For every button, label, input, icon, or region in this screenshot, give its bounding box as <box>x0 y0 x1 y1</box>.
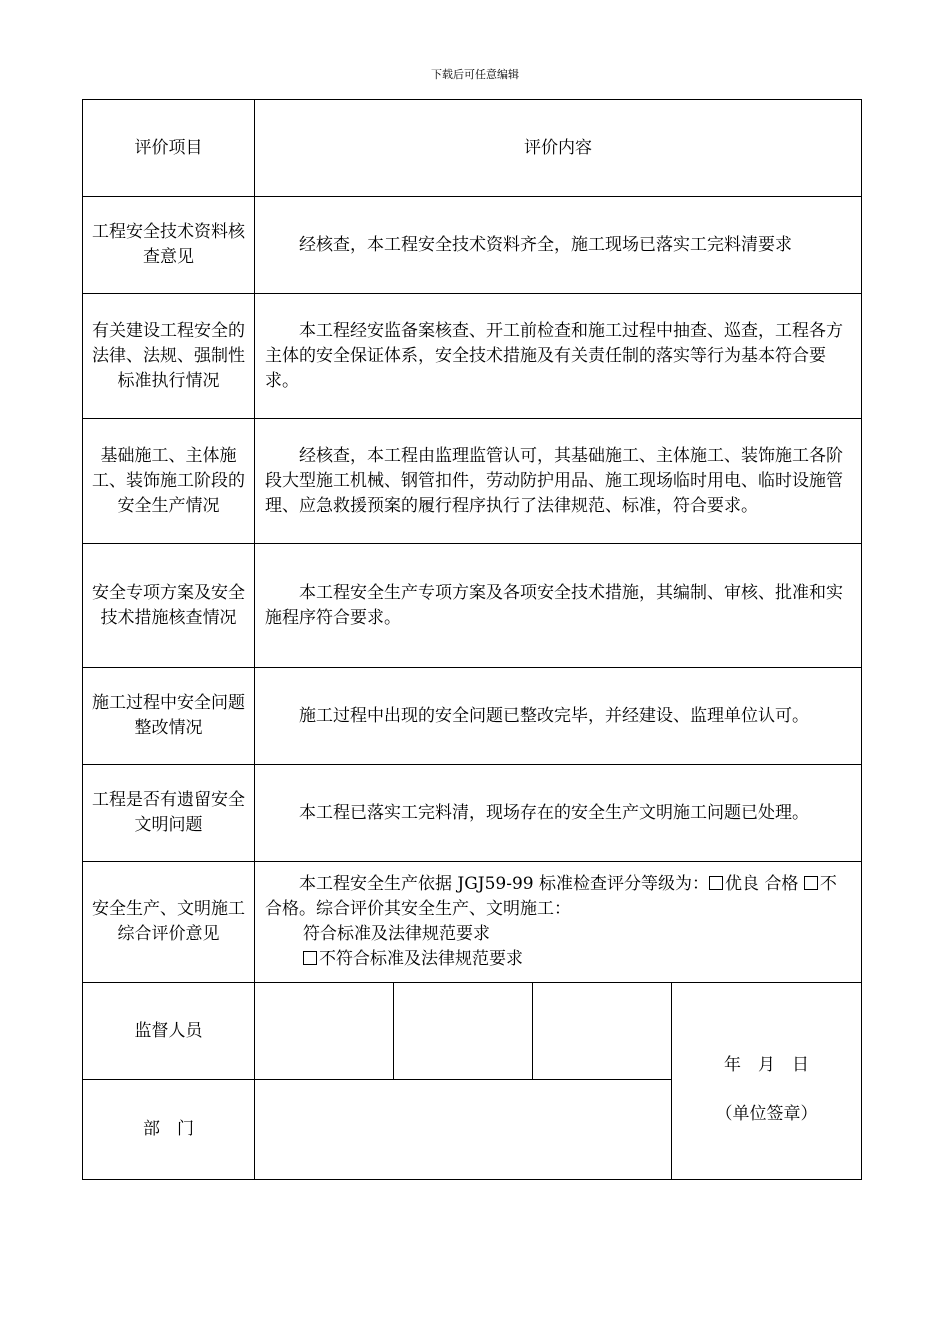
table-row <box>83 294 862 419</box>
option-fail-label: 不合格。综合评价其安全生产、文明施工： <box>265 874 837 919</box>
checkbox-nonconform[interactable] <box>303 951 317 965</box>
grade-line <box>265 872 853 922</box>
date-seal-cell[interactable] <box>672 983 862 1180</box>
row-content: 经核查，本工程由监理监管认可，其基础施工、主体施工、装饰施工各阶段大型施工机械、钢管扣件，劳动防护用品、施工现场临时用电、临时设施管理、应急救援预案的履行程序执行了法律规范、标准，符合要求。 <box>255 419 862 544</box>
row-content: 经核查，本工程安全技术资料齐全，施工现场已落实工完料清要求 <box>255 197 862 294</box>
table-row <box>83 765 862 862</box>
row-label: 有关建设工程安全的法律、法规、强制性标准执行情况 <box>83 294 255 419</box>
row-label: 工程是否有遗留安全文明问题 <box>83 765 255 862</box>
seal-text: （单位签章） <box>715 1104 818 1124</box>
supervisor-signature-cell-1[interactable] <box>255 983 394 1080</box>
date-text: 年 月 日 <box>724 1055 809 1075</box>
table-row <box>83 419 862 544</box>
option-excellent-label: 优良 <box>725 874 760 894</box>
supervisor-signature-cell-2[interactable] <box>394 983 533 1080</box>
grade-intro-text: 本工程安全生产依据 JGJ59-99 标准检查评分等级为： <box>299 874 710 894</box>
checkbox-fail[interactable] <box>804 876 818 890</box>
nonconform-line <box>265 947 853 972</box>
supervisor-label: 监督人员 <box>83 983 255 1080</box>
row-content: 施工过程中出现的安全问题已整改完毕，并经建设、监理单位认可。 <box>255 668 862 765</box>
row-label: 工程安全技术资料核查意见 <box>83 197 255 294</box>
row-label: 安全生产、文明施工综合评价意见 <box>83 862 255 983</box>
header-content-cell: 评价内容 <box>255 100 862 197</box>
evaluation-table <box>82 99 862 1180</box>
table-row <box>83 668 862 765</box>
supervisor-row <box>83 983 862 1080</box>
supervisor-signature-cell-3[interactable] <box>533 983 672 1080</box>
row-label: 安全专项方案及安全技术措施核查情况 <box>83 544 255 668</box>
table-header-row <box>83 100 862 197</box>
nonconform-label: 不符合标准及法律规范要求 <box>319 949 523 969</box>
row-content: 本工程经安监备案核查、开工前检查和施工过程中抽查、巡查，工程各方主体的安全保证体系，安全技术措施及有关责任制的落实等行为基本符合要求。 <box>255 294 862 419</box>
conform-label: 符合标准及法律规范要求 <box>303 924 490 944</box>
header-note: 下载后可任意编辑 <box>431 68 519 81</box>
row-label: 基础施工、主体施工、装饰施工阶段的安全生产情况 <box>83 419 255 544</box>
table-row <box>83 197 862 294</box>
table-row <box>83 544 862 668</box>
department-value-cell[interactable] <box>255 1080 672 1180</box>
checkbox-excellent[interactable] <box>709 876 723 890</box>
table-row-final-evaluation <box>83 862 862 983</box>
row-content: 本工程已落实工完料清，现场存在的安全生产文明施工问题已处理。 <box>255 765 862 862</box>
department-label: 部 门 <box>83 1080 255 1180</box>
row-label: 施工过程中安全问题整改情况 <box>83 668 255 765</box>
row-content: 本工程安全生产专项方案及各项安全技术措施，其编制、审核、批准和实施程序符合要求。 <box>255 544 862 668</box>
header-item-cell: 评价项目 <box>83 100 255 197</box>
option-pass-label: 合格 <box>764 874 799 894</box>
final-evaluation-content <box>255 862 862 983</box>
conform-line <box>265 922 853 947</box>
